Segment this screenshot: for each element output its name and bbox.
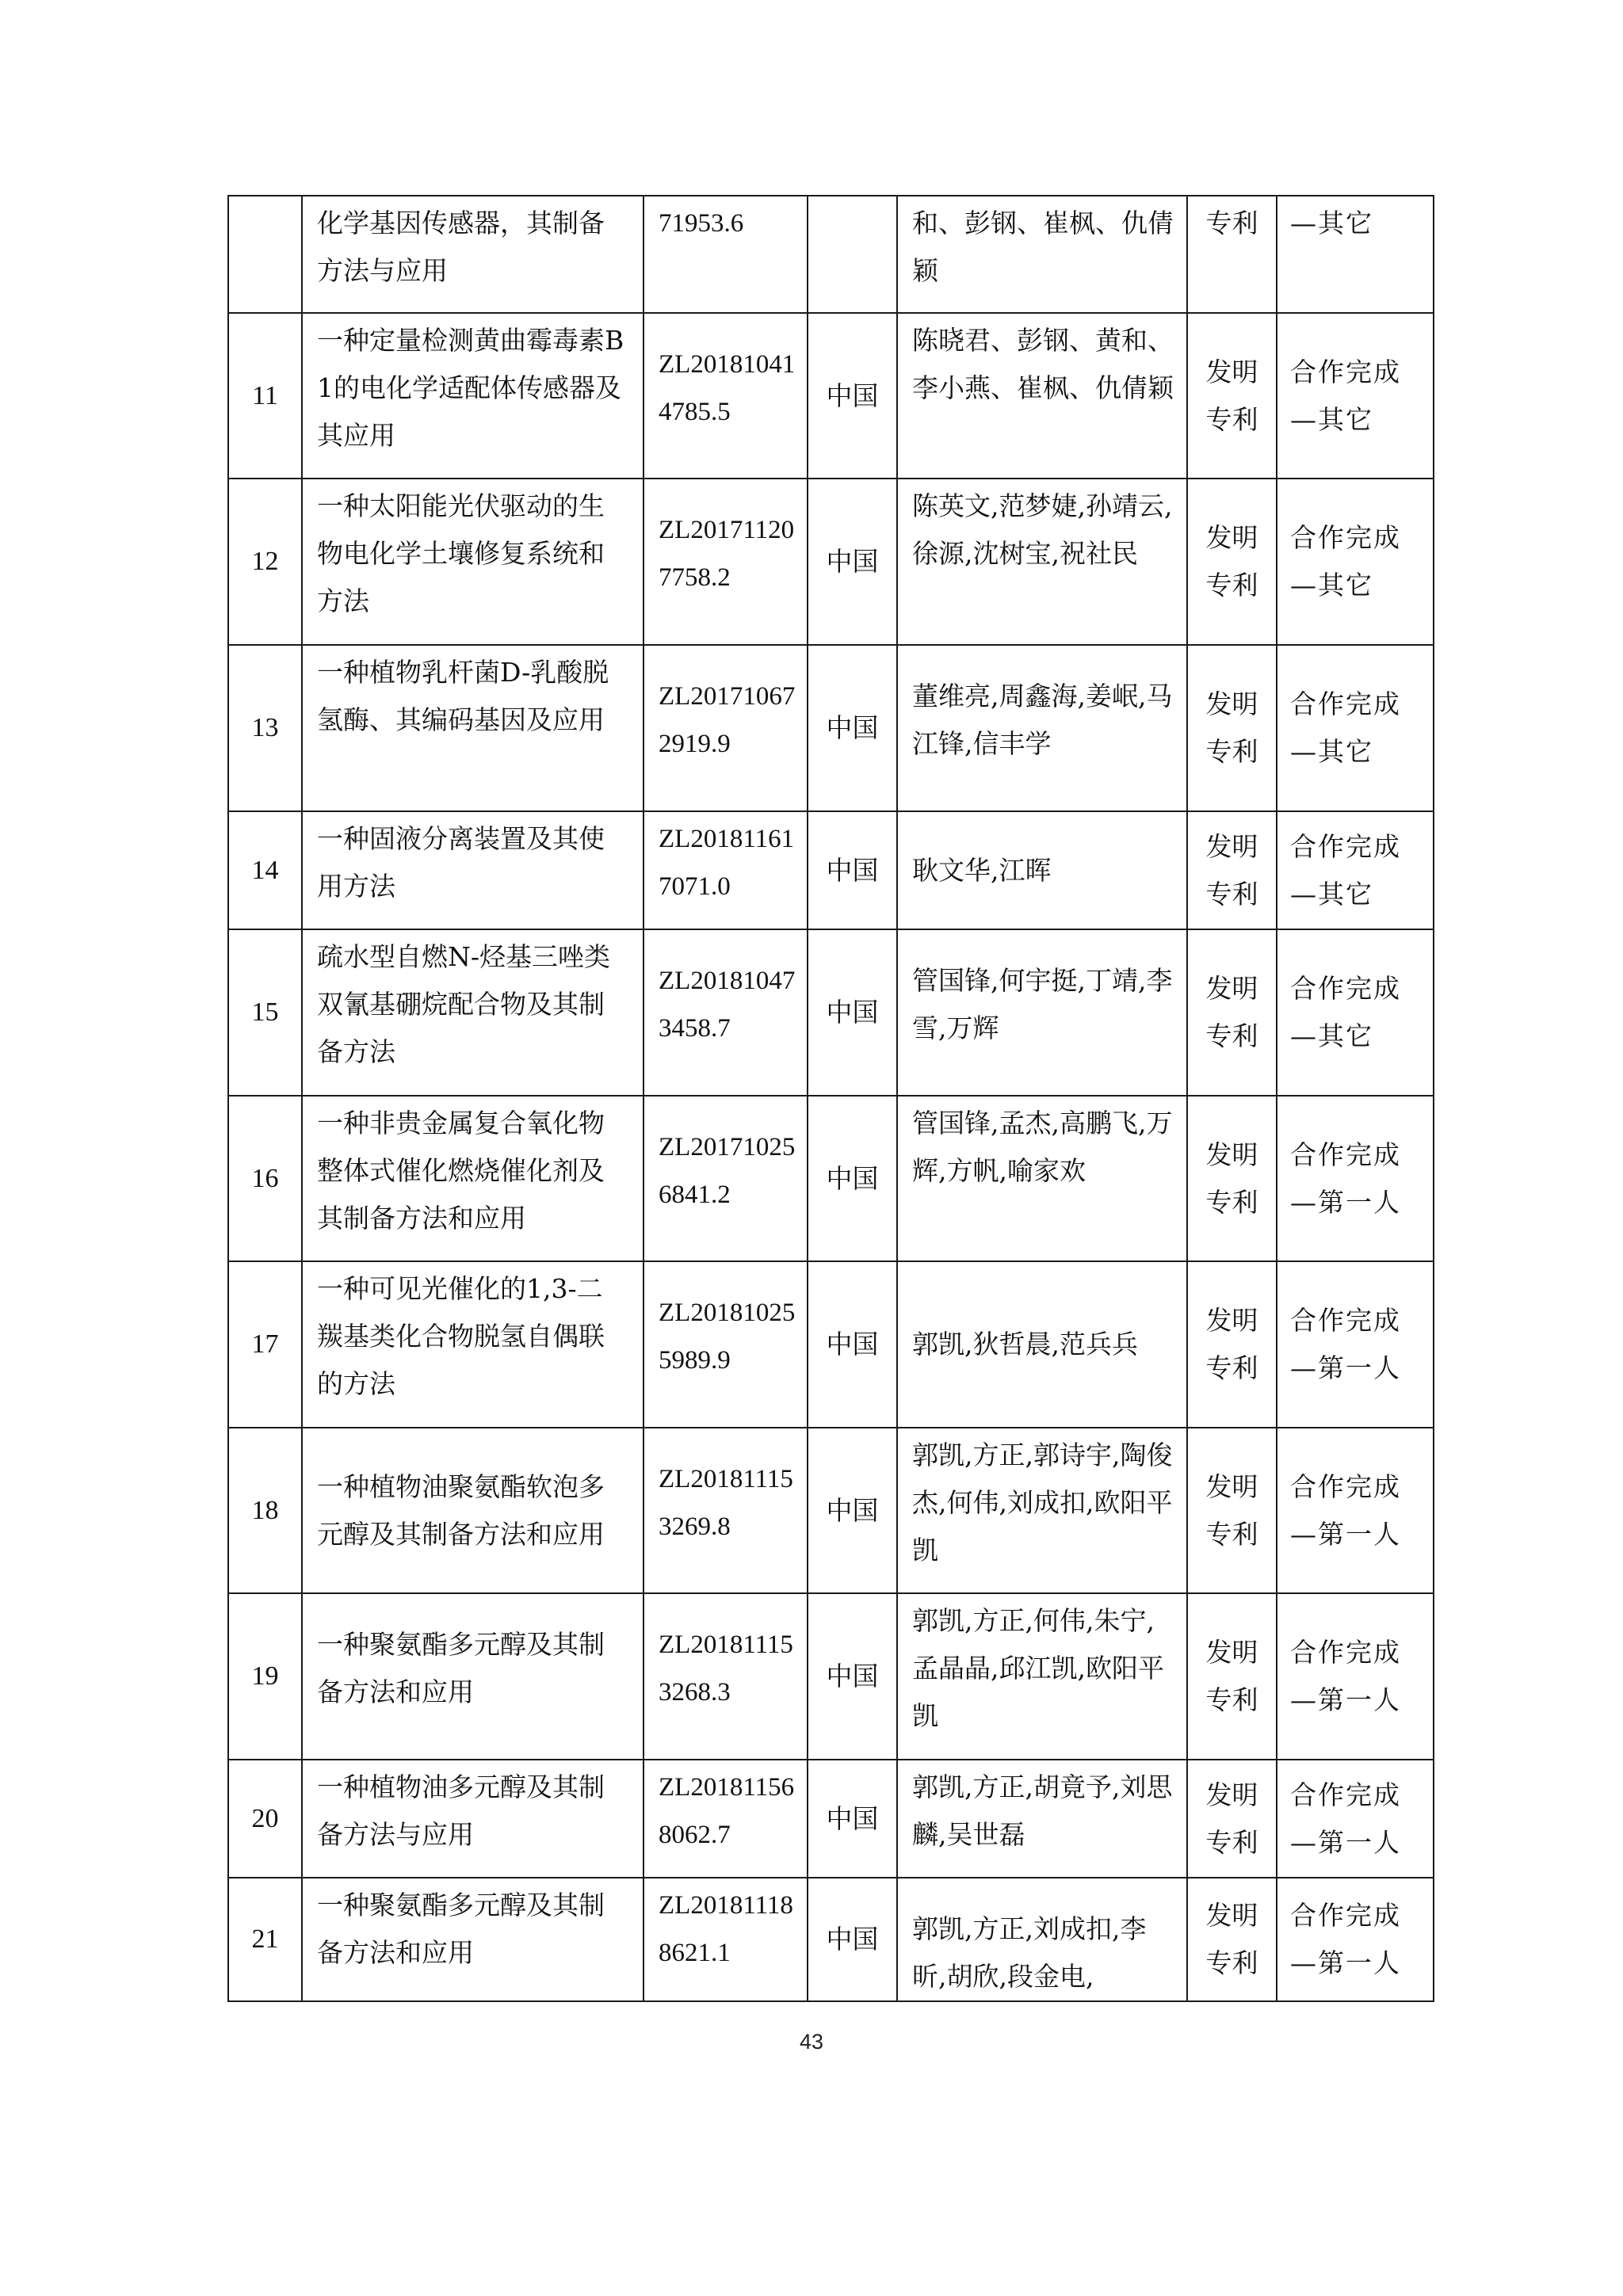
patent-number: ZL201810414785.5 [643, 313, 808, 479]
patent-number: ZL201811188621.1 [643, 1878, 808, 2001]
country: 中国 [808, 929, 897, 1096]
page-number: 43 [799, 2030, 824, 2054]
patent-number: ZL201710256841.2 [643, 1096, 808, 1261]
patent-type: 发明专利 [1187, 811, 1277, 929]
patent-title: 一种植物乳杆菌D-乳酸脱氢酶、其编码基因及应用 [302, 645, 643, 811]
patent-number: ZL201811153269.8 [643, 1428, 808, 1593]
patent-title: 一种植物油多元醇及其制备方法与应用 [302, 1760, 643, 1878]
inventors: 陈英文,范梦婕,孙靖云,徐源,沈树宝,祝社民 [897, 479, 1187, 645]
patent-type: 发明专利 [1187, 313, 1277, 479]
country: 中国 [808, 1878, 897, 2001]
country: 中国 [808, 645, 897, 811]
row-number: 14 [228, 811, 302, 929]
country: 中国 [808, 811, 897, 929]
table-row [228, 1261, 1434, 1428]
row-number: 12 [228, 479, 302, 645]
table-row [228, 1593, 1434, 1760]
country: 中国 [808, 1096, 897, 1261]
patent-title: 化学基因传感器，其制备方法与应用 [302, 196, 643, 313]
patent-type: 发明专利 [1187, 1878, 1277, 2001]
completion-status: —其它 [1277, 196, 1434, 313]
completion-status: 合作完成—第一人 [1277, 1760, 1434, 1878]
row-number: 20 [228, 1760, 302, 1878]
patent-type: 发明专利 [1187, 929, 1277, 1096]
inventors: 郭凯,方正,刘成扣,李昕,胡欣,段金电, [897, 1878, 1187, 2001]
patent-type: 发明专利 [1187, 1593, 1277, 1760]
patent-title: 一种太阳能光伏驱动的生物电化学土壤修复系统和方法 [302, 479, 643, 645]
table-row [228, 929, 1434, 1096]
patent-title: 一种固液分离装置及其使用方法 [302, 811, 643, 929]
country: 中国 [808, 313, 897, 479]
patent-number: ZL201810255989.9 [643, 1261, 808, 1428]
completion-status: 合作完成—第一人 [1277, 1261, 1434, 1428]
patent-number: ZL201811617071.0 [643, 811, 808, 929]
patent-number: ZL201710672919.9 [643, 645, 808, 811]
table-row [228, 645, 1434, 811]
patent-title: 一种非贵金属复合氧化物整体式催化燃烧催化剂及其制备方法和应用 [302, 1096, 643, 1261]
country: 中国 [808, 1428, 897, 1593]
patent-title: 一种聚氨酯多元醇及其制备方法和应用 [302, 1593, 643, 1760]
row-number: 16 [228, 1096, 302, 1261]
patent-number: ZL201811153268.3 [643, 1593, 808, 1760]
table-row [228, 1760, 1434, 1878]
completion-status: 合作完成—其它 [1277, 645, 1434, 811]
patent-type: 发明专利 [1187, 479, 1277, 645]
patent-type: 发明专利 [1187, 1261, 1277, 1428]
patent-type: 发明专利 [1187, 1428, 1277, 1593]
table-row [228, 811, 1434, 929]
patent-title: 疏水型自燃N-烃基三唑类双氰基硼烷配合物及其制备方法 [302, 929, 643, 1096]
patent-table [227, 195, 1434, 2002]
completion-status: 合作完成—第一人 [1277, 1428, 1434, 1593]
completion-status: 合作完成—其它 [1277, 479, 1434, 645]
row-number: 17 [228, 1261, 302, 1428]
patent-number: 71953.6 [643, 196, 808, 313]
patent-title: 一种聚氨酯多元醇及其制备方法和应用 [302, 1878, 643, 2001]
completion-status: 合作完成—其它 [1277, 313, 1434, 479]
row-number: 18 [228, 1428, 302, 1593]
patent-type: 发明专利 [1187, 1096, 1277, 1261]
inventors: 管国锋,何宇挺,丁靖,李雪,万辉 [897, 929, 1187, 1096]
inventors: 和、彭钢、崔枫、仇倩颖 [897, 196, 1187, 313]
table-row [228, 196, 1434, 313]
inventors: 郭凯,方正,何伟,朱宁,孟晶晶,邱江凯,欧阳平凯 [897, 1593, 1187, 1760]
completion-status: 合作完成—第一人 [1277, 1878, 1434, 2001]
inventors: 陈晓君、彭钢、黄和、李小燕、崔枫、仇倩颖 [897, 313, 1187, 479]
row-number: 15 [228, 929, 302, 1096]
row-number: 19 [228, 1593, 302, 1760]
inventors: 郭凯,方正,胡竟予,刘思麟,吴世磊 [897, 1760, 1187, 1878]
table-row [228, 1096, 1434, 1261]
inventors: 郭凯,方正,郭诗宇,陶俊杰,何伟,刘成扣,欧阳平凯 [897, 1428, 1187, 1593]
patent-title: 一种植物油聚氨酯软泡多元醇及其制备方法和应用 [302, 1428, 643, 1593]
patent-type: 专利 [1187, 196, 1277, 313]
country: 中国 [808, 479, 897, 645]
country: 中国 [808, 1760, 897, 1878]
patent-number: ZL201711207758.2 [643, 479, 808, 645]
country [808, 196, 897, 313]
completion-status: 合作完成—第一人 [1277, 1096, 1434, 1261]
table-row [228, 313, 1434, 479]
patent-type: 发明专利 [1187, 645, 1277, 811]
inventors: 耿文华,江晖 [897, 811, 1187, 929]
country: 中国 [808, 1261, 897, 1428]
patent-type: 发明专利 [1187, 1760, 1277, 1878]
country: 中国 [808, 1593, 897, 1760]
table-row [228, 1878, 1434, 2001]
completion-status: 合作完成—第一人 [1277, 1593, 1434, 1760]
patent-title: 一种可见光催化的1,3-二羰基类化合物脱氢自偶联的方法 [302, 1261, 643, 1428]
inventors: 郭凯,狄哲晨,范兵兵 [897, 1261, 1187, 1428]
patent-title: 一种定量检测黄曲霉毒素B1的电化学适配体传感器及其应用 [302, 313, 643, 479]
table-row [228, 1428, 1434, 1593]
patent-number: ZL201810473458.7 [643, 929, 808, 1096]
row-number: 13 [228, 645, 302, 811]
row-number [228, 196, 302, 313]
completion-status: 合作完成—其它 [1277, 811, 1434, 929]
inventors: 董维亮,周鑫海,姜岷,马江锋,信丰学 [897, 645, 1187, 811]
inventors: 管国锋,孟杰,高鹏飞,万辉,方帆,喻家欢 [897, 1096, 1187, 1261]
completion-status: 合作完成—其它 [1277, 929, 1434, 1096]
patent-number: ZL201811568062.7 [643, 1760, 808, 1878]
row-number: 11 [228, 313, 302, 479]
table-row [228, 479, 1434, 645]
row-number: 21 [228, 1878, 302, 2001]
